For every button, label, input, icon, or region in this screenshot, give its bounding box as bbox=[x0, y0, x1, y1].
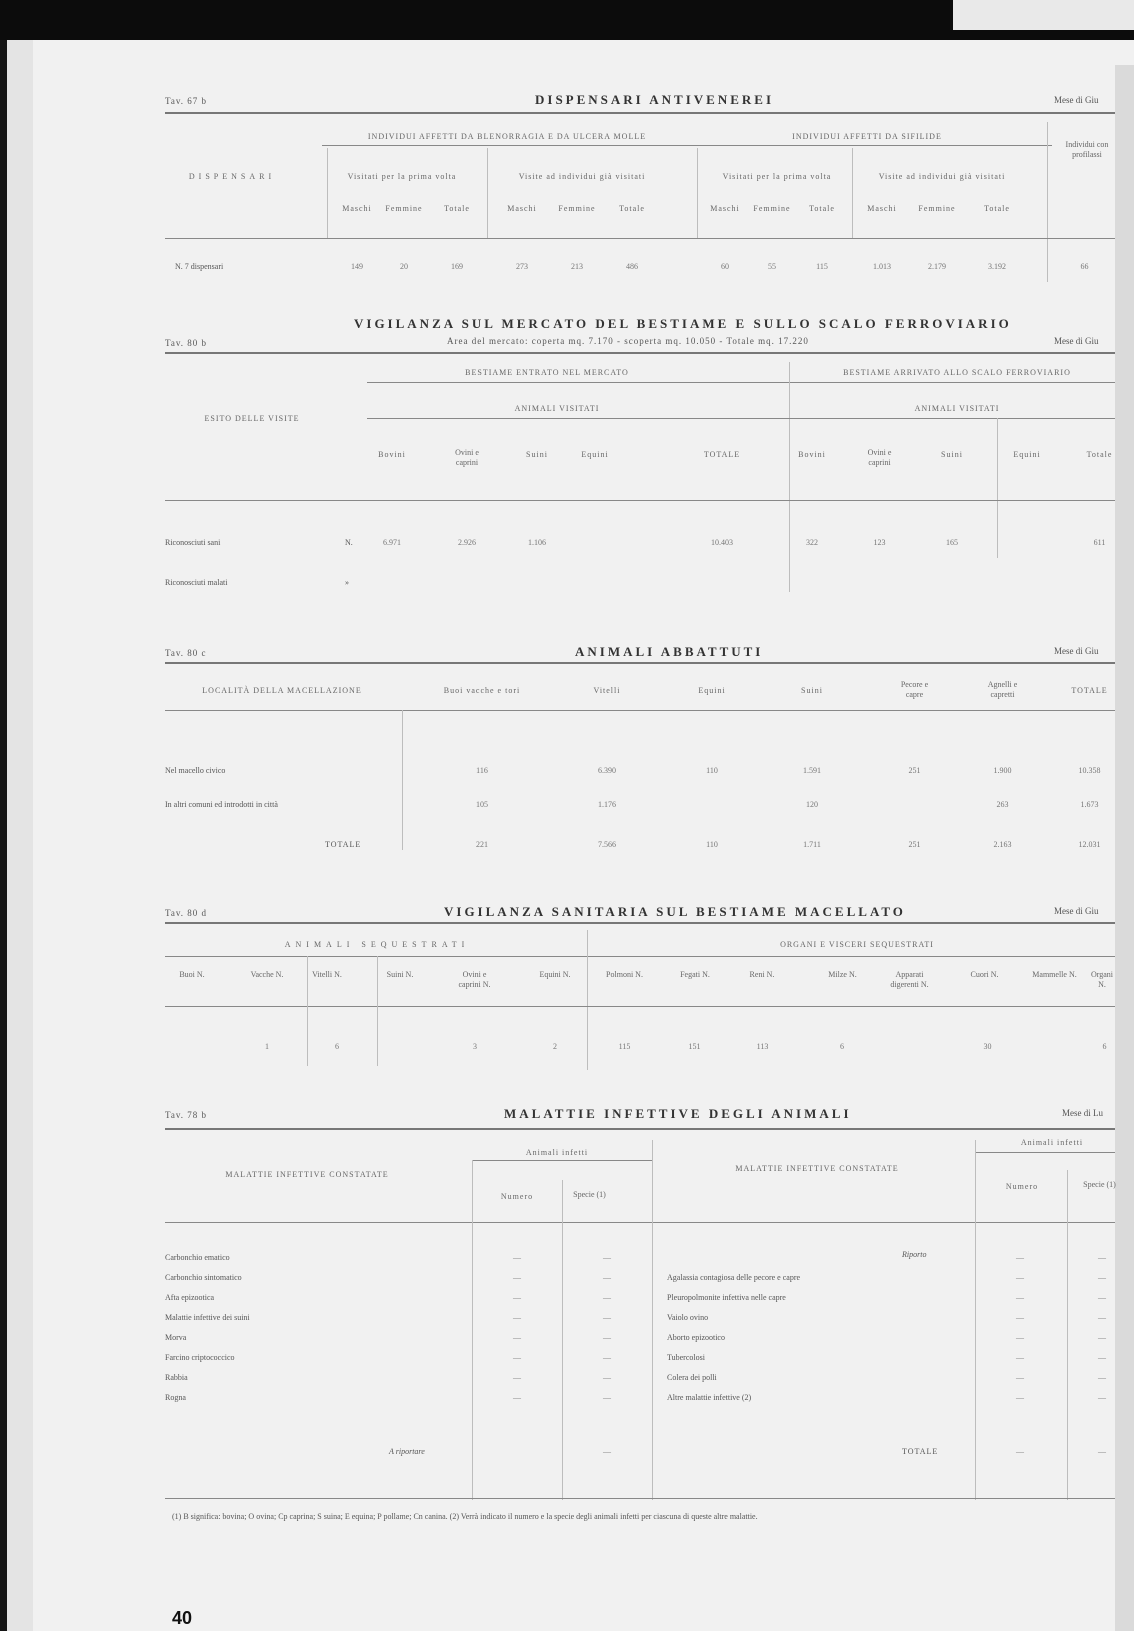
group-header: ANIMALI SEQUESTRATI bbox=[284, 940, 470, 949]
group-header: INDIVIDUI AFFETTI DA BLENORRAGIA E DA ULCERA MOLLE bbox=[367, 132, 647, 141]
row-label: Riconosciuti malati bbox=[165, 578, 228, 587]
disease-row: Malattie infettive dei suini bbox=[165, 1313, 250, 1322]
cell-value: 2.926 bbox=[458, 538, 476, 547]
disease-row: Tubercolosi bbox=[667, 1353, 705, 1362]
month-label: Mese di Lu bbox=[1062, 1108, 1103, 1118]
cell-value: 6 bbox=[1102, 1042, 1107, 1051]
column-header: Buoi N. bbox=[179, 970, 205, 979]
cell-value: 3 bbox=[473, 1042, 477, 1051]
dash: — bbox=[603, 1373, 611, 1382]
cell-value: 120 bbox=[806, 800, 818, 809]
column-header: Vitelli N. bbox=[312, 970, 342, 979]
scan-top-light-area bbox=[953, 0, 1134, 30]
column-divider bbox=[472, 1160, 473, 1500]
column-divider bbox=[652, 1140, 653, 1500]
row-label: In altri comuni ed introdotti in città bbox=[165, 800, 278, 809]
sub-header: Visitati per la prima volta bbox=[347, 172, 457, 181]
column-header: Fegati N. bbox=[680, 970, 710, 979]
group-header: BESTIAME ARRIVATO ALLO SCALO FERROVIARIO bbox=[843, 368, 1071, 377]
section-title: DISPENSARI ANTIVENEREI bbox=[535, 92, 775, 107]
cell-value: 3.192 bbox=[988, 262, 1006, 271]
column-divider bbox=[789, 362, 790, 592]
column-header: Femmine bbox=[558, 204, 596, 213]
column-header: Ovini e caprini bbox=[455, 448, 479, 467]
month-label: Mese di Giu bbox=[1054, 336, 1099, 346]
cell-value: 149 bbox=[351, 262, 363, 271]
sub-header: Individui con profilassi bbox=[1065, 140, 1109, 159]
cell-value: 151 bbox=[688, 1042, 701, 1051]
dash: — bbox=[603, 1313, 611, 1322]
dash: — bbox=[1016, 1373, 1024, 1382]
column-divider bbox=[587, 930, 588, 1070]
table-number: Tav. 80 b bbox=[165, 338, 208, 348]
group-header: BESTIAME ENTRATO NEL MERCATO bbox=[465, 368, 629, 377]
column-header: TOTALE bbox=[703, 450, 741, 459]
cell-value: 6 bbox=[840, 1042, 844, 1051]
cell-value: 110 bbox=[706, 766, 718, 775]
disease-row: Carbonchio sintomatico bbox=[165, 1273, 242, 1282]
column-header: Maschi bbox=[867, 204, 897, 213]
cell-value: 66 bbox=[1080, 262, 1089, 271]
column-header: Suini N. bbox=[386, 970, 414, 979]
dash: — bbox=[1016, 1353, 1024, 1362]
row-label: Nel macello civico bbox=[165, 766, 226, 775]
sub-header: ANIMALI VISITATI bbox=[914, 404, 1000, 413]
title-rule bbox=[165, 662, 1115, 664]
disease-row: Aborto epizootico bbox=[667, 1333, 725, 1342]
group-rule bbox=[322, 145, 1052, 146]
dash: — bbox=[603, 1393, 611, 1402]
table-number: Tav. 80 d bbox=[165, 908, 208, 918]
dash: — bbox=[1098, 1447, 1106, 1456]
cell-value: 20 bbox=[400, 262, 408, 271]
disease-row: Pleuropolmonite infettiva nelle capre bbox=[667, 1293, 786, 1302]
dash: — bbox=[1098, 1393, 1106, 1402]
column-header: Equini bbox=[1013, 450, 1041, 459]
dash: — bbox=[1098, 1273, 1106, 1282]
group-rule bbox=[472, 1160, 652, 1161]
cell-value: 30 bbox=[983, 1042, 992, 1051]
column-header: Reni N. bbox=[749, 970, 775, 979]
column-header: Suini bbox=[941, 450, 963, 459]
dash: — bbox=[1098, 1253, 1106, 1262]
table-number: Tav. 67 b bbox=[165, 96, 208, 106]
group-rule bbox=[975, 1152, 1115, 1153]
column-divider bbox=[997, 418, 998, 558]
disease-row: Agalassia contagiosa delle pecore e capre bbox=[667, 1273, 801, 1282]
column-header: TOTALE bbox=[1071, 686, 1108, 695]
column-header: Ovini e caprini N. bbox=[458, 970, 491, 989]
cell-value: 611 bbox=[1093, 538, 1106, 547]
disease-row: Afta epizootica bbox=[165, 1293, 215, 1302]
dash: — bbox=[513, 1393, 521, 1402]
dash: — bbox=[513, 1253, 521, 1262]
right-riporto: Riporto bbox=[902, 1250, 927, 1259]
cell-value: 169 bbox=[451, 262, 463, 271]
left-header: MALATTIE INFETTIVE CONSTATATE bbox=[225, 1170, 389, 1179]
column-header: Totale bbox=[984, 204, 1010, 213]
column-divider bbox=[562, 1180, 563, 1500]
dash: — bbox=[1098, 1313, 1106, 1322]
footnote: (1) B significa: bovina; O ovina; Cp caprina; S suina; E equina; P pollame; Cn canina. (2) Verrà indicato il numero e la specie degli animali infetti per ciascuna di queste altre malattie. bbox=[172, 1512, 758, 1521]
cell-value: 6 bbox=[335, 1042, 339, 1051]
disease-row: Morva bbox=[165, 1333, 187, 1342]
column-header: Mammelle N. bbox=[1032, 970, 1077, 979]
column-header: Suini bbox=[526, 450, 548, 459]
group-header: ORGANI E VISCERI SEQUESTRATI bbox=[780, 940, 934, 949]
cell-value: 251 bbox=[908, 766, 921, 775]
cell-value: 110 bbox=[706, 840, 718, 849]
cell-value: 115 bbox=[816, 262, 828, 271]
table-number: Tav. 80 c bbox=[165, 648, 207, 658]
column-divider bbox=[852, 148, 853, 238]
column-header: Vacche N. bbox=[250, 970, 284, 979]
animals-header: Animali infetti bbox=[1020, 1138, 1084, 1147]
cell-value: 251 bbox=[908, 840, 921, 849]
sub-header: Visitati per la prima volta bbox=[722, 172, 832, 181]
column-divider bbox=[1047, 122, 1048, 282]
right-header: MALATTIE INFETTIVE CONSTATATE bbox=[735, 1164, 899, 1173]
cell-value: 60 bbox=[721, 262, 729, 271]
animals-header: Animali infetti bbox=[525, 1148, 589, 1157]
column-header: Cuori N. bbox=[970, 970, 999, 979]
section-dispensari bbox=[7, 40, 1134, 280]
column-header: Pecore e capre bbox=[900, 680, 929, 699]
column-divider bbox=[327, 148, 328, 238]
column-header: Ovini e caprini bbox=[867, 448, 892, 467]
cell-value: 1.106 bbox=[528, 538, 546, 547]
cell-value: 221 bbox=[476, 840, 488, 849]
month-label: Mese di Giu bbox=[1054, 646, 1099, 656]
specie-header: Specie (1) bbox=[1083, 1180, 1116, 1189]
column-header: Totale bbox=[1086, 450, 1113, 459]
section-title: ANIMALI ABBATTUTI bbox=[575, 644, 764, 659]
section-animali-abbattuti bbox=[7, 630, 1134, 880]
cell-value: 1.591 bbox=[803, 766, 821, 775]
cell-value: 12.031 bbox=[1078, 840, 1101, 849]
cell-value: 1.013 bbox=[873, 262, 891, 271]
header-rule bbox=[165, 1222, 1115, 1223]
month-label: Mese di Giu bbox=[1054, 906, 1099, 916]
cell-value: 2 bbox=[553, 1042, 557, 1051]
column-header: Equini N. bbox=[539, 970, 571, 979]
cell-value: 322 bbox=[806, 538, 818, 547]
column-header: Milze N. bbox=[828, 970, 857, 979]
column-header: Femmine bbox=[918, 204, 956, 213]
cell-value: 115 bbox=[618, 1042, 631, 1051]
section-title: MALATTIE INFETTIVE DEGLI ANIMALI bbox=[504, 1106, 852, 1121]
dash: — bbox=[1016, 1447, 1024, 1456]
title-rule bbox=[165, 922, 1115, 924]
cell-value: 116 bbox=[476, 766, 488, 775]
dash: — bbox=[1016, 1313, 1024, 1322]
dash: — bbox=[603, 1293, 611, 1302]
cell-value: 55 bbox=[768, 262, 776, 271]
header-rule bbox=[165, 500, 1115, 501]
dash: — bbox=[513, 1293, 521, 1302]
cell-value: 113 bbox=[756, 1042, 769, 1051]
dash: — bbox=[603, 1447, 611, 1456]
sub-header: ANIMALI VISITATI bbox=[514, 404, 600, 413]
row-unit: » bbox=[345, 578, 349, 587]
disease-row: Colera dei polli bbox=[667, 1373, 717, 1382]
title-rule bbox=[165, 112, 1115, 114]
column-header: Bovini bbox=[798, 450, 826, 459]
column-header: Bovini bbox=[378, 450, 406, 459]
cell-value: 105 bbox=[476, 800, 488, 809]
sub-header: Visite ad individui già visitati bbox=[518, 172, 646, 181]
column-header: Polmoni N. bbox=[606, 970, 643, 979]
specie-header: Specie (1) bbox=[573, 1190, 606, 1199]
section-subtitle: Area del mercato: coperta mq. 7.170 - scoperta mq. 10.050 - Totale mq. 17.220 bbox=[447, 336, 809, 346]
dash: — bbox=[513, 1313, 521, 1322]
column-header: Equini bbox=[581, 450, 609, 459]
dash: — bbox=[603, 1333, 611, 1342]
column-divider bbox=[975, 1140, 976, 1500]
dash: — bbox=[1016, 1273, 1024, 1282]
dash: — bbox=[603, 1253, 611, 1262]
title-rule bbox=[165, 1128, 1115, 1130]
group-rule bbox=[367, 382, 1115, 383]
group-header: INDIVIDUI AFFETTI DA SIFILIDE bbox=[792, 132, 942, 141]
disease-row: Rogna bbox=[165, 1393, 186, 1402]
numero-header: Numero bbox=[500, 1192, 534, 1201]
dash: — bbox=[603, 1353, 611, 1362]
cell-value: 10.403 bbox=[711, 538, 733, 547]
column-header: Organi N. bbox=[1090, 970, 1114, 989]
column-header: Agnelli e capretti bbox=[987, 680, 1018, 699]
header-rule bbox=[165, 710, 1115, 711]
column-divider bbox=[487, 148, 488, 238]
header-rule bbox=[165, 238, 1115, 239]
cell-value: 213 bbox=[571, 262, 583, 271]
column-header: Totale bbox=[444, 204, 470, 213]
column-header: Vitelli bbox=[593, 686, 621, 695]
column-header: Maschi bbox=[342, 204, 372, 213]
table-bottom-rule bbox=[165, 1498, 1115, 1499]
cell-value: 6.390 bbox=[598, 766, 616, 775]
cell-value: 1.176 bbox=[598, 800, 616, 809]
month-label: Mese di Giu bbox=[1054, 95, 1099, 105]
row-label: N. 7 dispensari bbox=[175, 262, 224, 271]
cell-value: 1.673 bbox=[1080, 800, 1099, 809]
disease-row: Farcino criptococcico bbox=[165, 1353, 235, 1362]
cell-value: 486 bbox=[626, 262, 638, 271]
row-unit: N. bbox=[345, 538, 353, 547]
dash: — bbox=[1016, 1333, 1024, 1342]
document-page bbox=[7, 40, 1134, 1631]
cell-value: 165 bbox=[946, 538, 958, 547]
dash: — bbox=[1098, 1353, 1106, 1362]
dash: — bbox=[1016, 1253, 1024, 1262]
cell-value: 273 bbox=[516, 262, 528, 271]
dash: — bbox=[1016, 1293, 1024, 1302]
column-divider bbox=[697, 148, 698, 238]
section-vigilanza-sanitaria bbox=[7, 890, 1134, 1100]
dash: — bbox=[1098, 1333, 1106, 1342]
dash: — bbox=[513, 1353, 521, 1362]
table-number: Tav. 78 b bbox=[165, 1110, 208, 1120]
dash: — bbox=[1098, 1293, 1106, 1302]
left-footer: A riportare bbox=[389, 1447, 425, 1456]
section-title: VIGILANZA SANITARIA SUL BESTIAME MACELLATO bbox=[444, 904, 906, 919]
dash: — bbox=[603, 1273, 611, 1282]
section-title: VIGILANZA SUL MERCATO DEL BESTIAME E SULLO SCALO FERROVIARIO bbox=[354, 316, 1012, 331]
cell-value: 2.163 bbox=[993, 840, 1012, 849]
cell-value: 1 bbox=[265, 1042, 269, 1051]
cell-value: 2.179 bbox=[928, 262, 946, 271]
page-number: 40 bbox=[172, 1608, 193, 1628]
column-header: Buoi vacche e tori bbox=[443, 686, 521, 695]
total-label: TOTALE bbox=[325, 840, 362, 849]
cell-value: 1.900 bbox=[993, 766, 1012, 775]
cell-value: 10.358 bbox=[1078, 766, 1101, 775]
row-header: DISPENSARI bbox=[188, 172, 276, 181]
column-divider bbox=[402, 710, 403, 850]
column-header: Femmine bbox=[385, 204, 423, 213]
dash: — bbox=[513, 1273, 521, 1282]
column-header: Maschi bbox=[710, 204, 740, 213]
column-header: Suini bbox=[801, 686, 823, 695]
dash: — bbox=[513, 1333, 521, 1342]
sub-rule bbox=[367, 418, 1115, 419]
cell-value: 1.711 bbox=[803, 840, 821, 849]
column-header: Totale bbox=[809, 204, 835, 213]
column-header: Femmine bbox=[753, 204, 791, 213]
disease-row: Altre malattie infettive (2) bbox=[667, 1393, 752, 1402]
section-malattie-infettive bbox=[7, 1100, 1134, 1510]
column-divider bbox=[307, 956, 308, 1066]
column-header: Totale bbox=[619, 204, 645, 213]
cell-value: 123 bbox=[873, 538, 886, 547]
column-header: Maschi bbox=[507, 204, 537, 213]
row-header: ESITO DELLE VISITE bbox=[204, 414, 300, 423]
column-divider bbox=[1067, 1170, 1068, 1500]
disease-row: Carbonchio ematico bbox=[165, 1253, 230, 1262]
row-header: LOCALITÀ DELLA MACELLAZIONE bbox=[202, 686, 362, 695]
numero-header: Numero bbox=[1005, 1182, 1039, 1191]
disease-row: Vaiolo ovino bbox=[667, 1313, 709, 1322]
section-vigilanza-mercato bbox=[7, 300, 1134, 600]
disease-row: Rabbia bbox=[165, 1373, 188, 1382]
cell-value: 263 bbox=[996, 800, 1009, 809]
column-divider bbox=[377, 956, 378, 1066]
dash: — bbox=[1016, 1393, 1024, 1402]
cell-value: 7.566 bbox=[598, 840, 616, 849]
row-label: Riconosciuti sani bbox=[165, 538, 221, 547]
title-rule bbox=[165, 352, 1115, 354]
cell-value: 6.971 bbox=[383, 538, 401, 547]
right-footer: TOTALE bbox=[902, 1447, 939, 1456]
column-header: Apparati digerenti N. bbox=[890, 970, 929, 989]
column-header: Equini bbox=[698, 686, 726, 695]
dash: — bbox=[1098, 1373, 1106, 1382]
sub-header: Visite ad individui già visitati bbox=[878, 172, 1006, 181]
dash: — bbox=[513, 1373, 521, 1382]
